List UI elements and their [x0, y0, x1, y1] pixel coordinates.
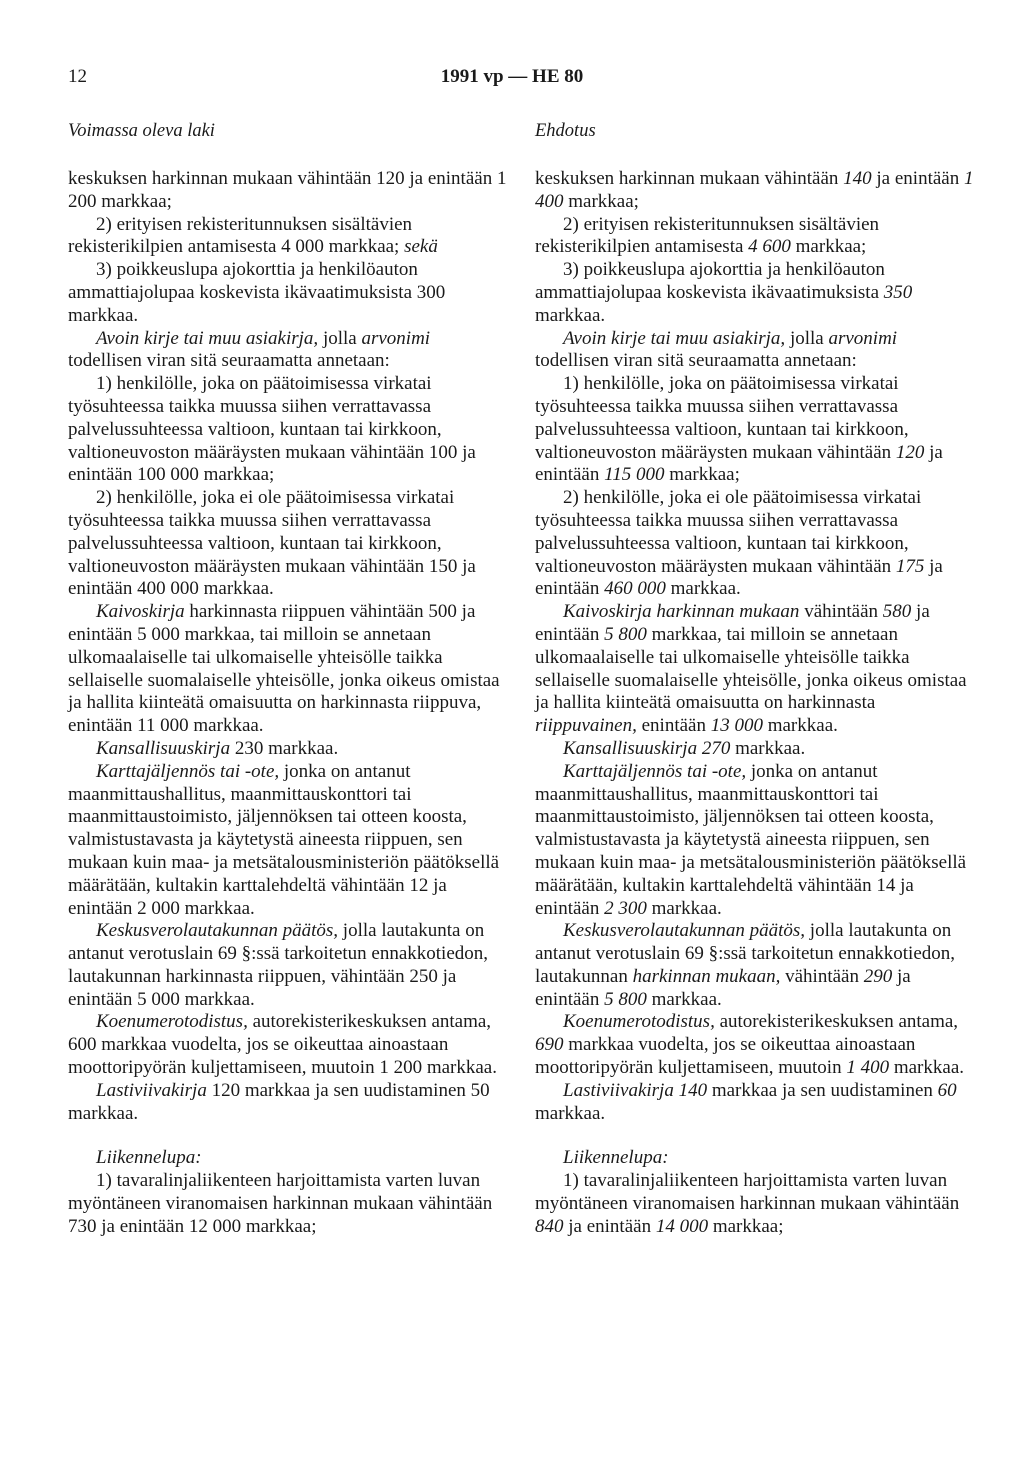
italic-text-run: Karttajäljennös tai -ote, [96, 760, 280, 782]
text-run: jonka on antanut maanmittaushallitus, maanmittauskonttori tai maanmittaustoimisto, jäljennöksen tai otteen koosta, valmistustavasta ja käytetystä aineesta riippuen, sen mukaan kuin maa- ja metsätalousministeriön päätöksellä määrätään, kultakin karttalehdeltä vähintään 14 ja enintään [535, 760, 967, 919]
text-run: markkaa vuodelta, jos se oikeuttaa ainoastaan moottoripyörän kuljettamiseen, muutoin [535, 1034, 916, 1079]
right-paragraph [535, 738, 975, 761]
text-run: ja enintään [535, 555, 943, 600]
left-paragraph [68, 214, 508, 260]
text-run: markkaa. [665, 578, 741, 600]
text-run: markkaa; [708, 1215, 784, 1237]
italic-text-run: Keskusverolautakunnan päätös, [96, 920, 339, 942]
right-paragraph [535, 601, 975, 738]
left-paragraph [68, 373, 508, 487]
text-run: ja enintään [535, 441, 943, 486]
text-run: markkaa, tai milloin se annetaan ulkomaalaiselle tai ulkomaiselle yhteisölle taikka sellaiselle suomalaiselle yhteisölle, jonka oikeus omistaa ja hallita kiinteätä omaisuutta on harkinnasta [535, 623, 967, 714]
text-run: 2) erityisen rekisteritunnuksen sisältävien rekisterikilpien antamisesta [535, 213, 880, 258]
italic-text-run: Lastiviivakirja [96, 1079, 207, 1101]
text-run: markkaa; [563, 190, 639, 212]
left-column-current-law [68, 168, 508, 1239]
right-paragraph [535, 920, 975, 1011]
italic-text-run: Avoin kirje tai muu asiakirja, [563, 327, 786, 349]
left-column-heading: Voimassa oleva laki [68, 121, 215, 141]
italic-text-run: harkinnan mukaan, [632, 965, 781, 987]
italic-text-run: 5 800 [604, 988, 647, 1010]
italic-text-run: 60 [937, 1079, 957, 1101]
text-run: 1) henkilölle, joka on päätoimisessa virkatai työsuhteessa taikka muussa siihen verrattavassa palvelussuhteessa valtioon, kuntaan tai kirkkoon, valtioneuvoston määräysten mukaan vähintään 100 ja enintään 100 000 markkaa; [68, 373, 476, 486]
document-reference: 1991 vp — HE 80 [440, 66, 584, 87]
italic-text-run: arvonimi [828, 327, 898, 349]
text-run: markkaa. [535, 1102, 606, 1124]
italic-text-run: 120 [895, 441, 925, 463]
text-run: 120 markkaa ja sen uudistaminen 50 markkaa. [68, 1079, 490, 1124]
text-run: ja enintään [871, 168, 964, 189]
text-run: markkaa ja sen uudistaminen [707, 1079, 938, 1101]
italic-text-run: arvonimi [361, 327, 431, 349]
paragraph-gap [535, 1125, 975, 1147]
text-run: 230 markkaa. [230, 737, 339, 759]
italic-text-run: Avoin kirje tai muu asiakirja, [96, 327, 319, 349]
right-paragraph [535, 1011, 975, 1079]
text-run: 1) henkilölle, joka on päätoimisessa virkatai työsuhteessa taikka muussa siihen verrattavassa palvelussuhteessa valtioon, kuntaan tai kirkkoon, valtioneuvoston määräysten mukaan vähintään [535, 373, 909, 463]
italic-text-run: 14 000 [655, 1215, 709, 1237]
italic-text-run: Kaivoskirja [96, 601, 185, 623]
text-run: autorekisterikeskuksen antama, 600 markkaa vuodelta, jos se oikeuttaa ainoastaan moottoripyörän kuljettamiseen, muutoin 1 200 markkaa. [68, 1011, 497, 1079]
page-number: 12 [68, 66, 87, 87]
text-run: jonka on antanut maanmittaushallitus, maanmittauskonttori tai maanmittaustoimisto, jäljennöksen tai otteen koosta, valmistustavasta ja käytetystä aineesta riippuen, sen mukaan kuin maa- ja metsätalousministeriön päätöksellä määrätään, kultakin karttalehdeltä vähintään 12 ja enintään 2 000 markkaa. [68, 760, 500, 919]
text-run: enintään [636, 715, 711, 737]
right-column-heading: Ehdotus [535, 121, 596, 141]
italic-text-run: Karttajäljennös tai -ote, [563, 760, 747, 782]
italic-text-run: 290 [863, 965, 893, 987]
text-run: ja enintään [535, 965, 911, 1010]
left-paragraph [68, 738, 508, 761]
text-run: 1) tavaralinjaliikenteen harjoittamista varten luvan myöntäneen viranomaisen harkinnan mukaan vähintään [535, 1170, 960, 1215]
left-paragraph [68, 259, 508, 327]
left-paragraph [68, 328, 508, 374]
text-run: 2) henkilölle, joka ei ole päätoimisessa virkatai työsuhteessa taikka muussa siihen verrattavassa palvelussuhteessa valtioon, kuntaan tai kirkkoon, valtioneuvoston määräysten mukaan vähintään 150 ja enintään 400 000 markkaa. [68, 487, 476, 600]
left-paragraph [68, 487, 508, 601]
left-paragraph [68, 1170, 508, 1238]
text-run: harkinnasta riippuen vähintään 500 ja enintään 5 000 markkaa, tai milloin se annetaan ulkomaalaiselle tai ulkomaiselle yhteisölle taikka sellaiselle suomalaiselle yhteisölle, jonka oikeus omistaa ja hallita kiinteätä omaisuutta on harkinnasta riippuva, enintään 11 000 markkaa. [68, 601, 500, 737]
text-run: markkaa. [889, 1057, 964, 1079]
left-paragraph [68, 1011, 508, 1079]
text-run: markkaa; [664, 464, 740, 486]
text-run: 1) tavaralinjaliikenteen harjoittamista varten luvan myöntäneen viranomaisen harkinnan mukaan vähintään 730 ja enintään 12 000 markkaa; [68, 1170, 493, 1237]
right-paragraph [535, 1080, 975, 1126]
text-run: jolla lautakunta on antanut verotuslain 69 §:ssä tarkoitetun ennakkotiedon, lautakunnan [535, 920, 956, 987]
right-paragraph [535, 761, 975, 921]
text-run: ja enintään [563, 1215, 656, 1237]
left-paragraph [68, 601, 508, 738]
italic-text-run: 140 [843, 168, 872, 189]
italic-text-run: 2 300 [604, 897, 647, 919]
italic-text-run: Lastiviivakirja 140 [563, 1079, 708, 1101]
right-paragraph [535, 1170, 975, 1238]
text-run: jolla lautakunta on antanut verotuslain 69 §:ssä tarkoitetun ennakkotiedon, lautakunnan harkinnasta riippuen, vähintään 250 ja enintään 5 000 markkaa. [68, 920, 489, 1010]
italic-text-run: 690 [535, 1034, 564, 1056]
italic-text-run: 460 000 [604, 578, 666, 600]
italic-text-run: sekä [404, 236, 438, 258]
italic-text-run: 580 [882, 601, 912, 623]
text-run: markkaa; [790, 236, 867, 258]
right-paragraph [535, 328, 975, 374]
page-header [0, 66, 1024, 96]
right-paragraph [535, 259, 975, 327]
italic-text-run: 5 800 [604, 623, 647, 645]
text-run: markkaa. [730, 737, 806, 759]
italic-text-run: 1 400 [846, 1057, 890, 1079]
italic-text-run: 350 [883, 281, 913, 303]
right-paragraph [535, 168, 975, 214]
text-run: keskuksen harkinnan mukaan vähintään [535, 168, 844, 189]
text-run: 3) poikkeuslupa ajokorttia ja henkilöauton ammattiajolupaa koskevista ikävaatimuksista 300 markkaa. [68, 259, 446, 326]
text-run: vähintään [799, 601, 883, 623]
italic-text-run: Kaivoskirja harkinnan mukaan [563, 601, 800, 623]
italic-text-run: Keskusverolautakunnan päätös, [563, 920, 806, 942]
text-run: todellisen viran sitä seuraamatta annetaan: [535, 350, 857, 372]
left-paragraph [68, 920, 508, 1011]
text-run: markkaa. [535, 304, 606, 326]
text-run: jolla [318, 327, 362, 349]
text-run: 3) poikkeuslupa ajokorttia ja henkilöauton ammattiajolupaa koskevista ikävaatimuksista [535, 259, 885, 303]
text-run: vähintään [780, 965, 864, 987]
italic-text-run: Kansallisuuskirja 270 [563, 737, 731, 759]
text-run: 2) erityisen rekisteritunnuksen sisältävien rekisterikilpien antamisesta 4 000 markkaa; [68, 213, 413, 258]
right-paragraph [535, 487, 975, 601]
italic-text-run: 175 [895, 555, 925, 577]
left-paragraph [68, 1080, 508, 1126]
right-paragraph [535, 214, 975, 260]
italic-text-run: 4 600 [748, 236, 791, 258]
italic-text-run: Koenumerotodistus, [563, 1011, 715, 1033]
italic-text-run: riippuvainen, [535, 715, 637, 737]
right-paragraph [535, 1147, 975, 1170]
italic-text-run: Koenumerotodistus, [96, 1011, 248, 1033]
right-column-proposal [535, 168, 975, 1239]
text-run: todellisen viran sitä seuraamatta annetaan: [68, 350, 390, 372]
right-paragraph [535, 373, 975, 487]
italic-text-run: Liikennelupa: [96, 1147, 202, 1169]
paragraph-gap [68, 1125, 508, 1147]
text-run: keskuksen harkinnan mukaan vähintään 120 ja enintään 1 200 markkaa; [68, 168, 507, 212]
left-paragraph [68, 1147, 508, 1170]
text-run: autorekisterikeskuksen antama, [714, 1011, 959, 1033]
text-run: markkaa. [646, 988, 722, 1010]
text-run: markkaa. [646, 897, 722, 919]
italic-text-run: 1 400 [535, 168, 974, 212]
italic-text-run: Kansallisuuskirja [96, 737, 231, 759]
left-paragraph [68, 761, 508, 921]
text-run: ja enintään [535, 601, 930, 645]
text-run: jolla [785, 327, 829, 349]
italic-text-run: 13 000 [710, 715, 763, 737]
italic-text-run: 840 [535, 1215, 564, 1237]
italic-text-run: Liikennelupa: [563, 1147, 669, 1169]
text-run: markkaa. [762, 715, 838, 737]
left-paragraph [68, 168, 508, 214]
italic-text-run: 115 000 [604, 464, 665, 486]
text-run: 2) henkilölle, joka ei ole päätoimisessa virkatai työsuhteessa taikka muussa siihen verrattavassa palvelussuhteessa valtioon, kuntaan tai kirkkoon, valtioneuvoston määräysten mukaan vähintään [535, 487, 922, 577]
